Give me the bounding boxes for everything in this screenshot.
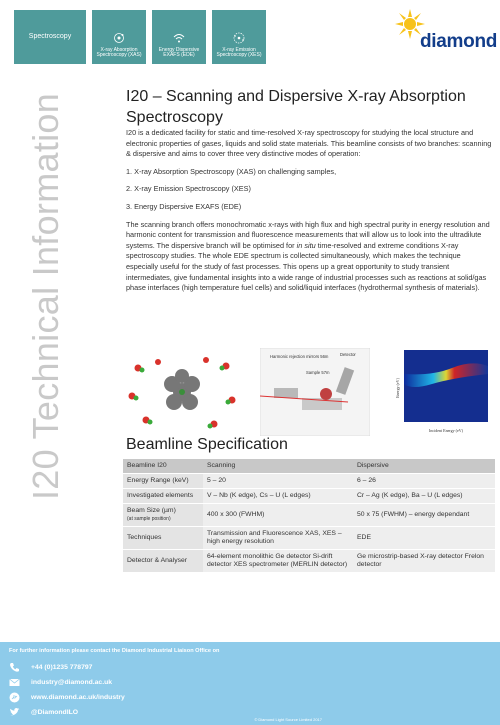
twitter-row — [9, 707, 78, 718]
row-label: Techniques — [123, 527, 203, 550]
scanning-cell: V – Nb (K edge), Cs – U (L edges) — [203, 489, 353, 504]
dispersive-cell: 50 x 75 (FWHM) – energy dependant — [353, 504, 495, 527]
intro-paragraph: I20 is a dedicated facility for static and time-resolved X-ray spectroscopy for studying the local structure and electronic properties of gases, liquids and solid state materials. This beamline consists of two branches: scanning & dispersive and aims to cover three very distinctive modes of operation: — [126, 128, 492, 159]
atom-icon — [113, 32, 125, 44]
table-row — [123, 489, 495, 504]
table-row — [123, 550, 495, 573]
phone-row — [9, 662, 92, 673]
email-row — [9, 677, 112, 688]
twitter-icon — [9, 707, 20, 718]
tile-ede[interactable] — [152, 10, 206, 64]
rixs-map-plot — [392, 348, 492, 436]
wifi-icon — [173, 32, 185, 44]
website-link[interactable]: www.diamond.ac.uk/industry — [31, 694, 125, 701]
tile-label: X-ray Absorption Spectroscopy (XAS) — [96, 46, 142, 59]
scanning-cell: 5 – 20 — [203, 474, 353, 489]
spec-table — [123, 459, 495, 573]
header-cell: Scanning — [203, 459, 353, 474]
mode-item: 1. X-ray Absorption Spectroscopy (XAS) on challenging samples, — [126, 166, 337, 176]
brand-name: diamond — [420, 31, 498, 52]
scanning-cell: 64-element monolithic Ge detector Si-drift detector XES spectrometer (MERLIN detector) — [203, 550, 353, 573]
twitter-handle[interactable]: @DiamondILO — [31, 709, 79, 716]
scanning-cell: 400 x 300 (FWHM) — [203, 504, 353, 527]
tile-spectroscopy[interactable] — [14, 10, 86, 64]
description-text: The scanning branch offers monochromatic x-rays with high flux and high spectral purity in energy resolution and harmonic content for transmission and fluorescence measurements that will allow us to look into the ultradilute systems. The dispersive branch will be optimised for — [126, 219, 490, 250]
tile-label: Spectroscopy — [28, 32, 72, 40]
plot-xlabel: Incident Energy (eV) — [429, 428, 463, 433]
scanning-cell: Transmission and Fluorescence XAS, XES – high energy resolution — [203, 527, 353, 550]
dispersive-cell: Cr – Ag (K edge), Ba – U (L edges) — [353, 489, 495, 504]
link-icon — [9, 692, 20, 703]
mode-item: 3. Energy Dispersive EXAFS (EDE) — [126, 201, 242, 211]
molecule-image — [118, 348, 246, 436]
tile-xes[interactable] — [212, 10, 266, 64]
row-note: (at sample position) — [127, 516, 171, 522]
dispersive-cell: 6 – 26 — [353, 474, 495, 489]
contact-intro: For further information please contact the Diamond Industrial Liaison Office on — [9, 648, 220, 654]
row-label: Beam Size (µm) — [127, 507, 176, 514]
header-cell: Beamline I20 — [123, 459, 203, 474]
description-italic: in situ — [296, 240, 316, 250]
row-label: Detector & Analyser — [123, 550, 203, 573]
table-row — [123, 527, 495, 550]
spec-title: Beamline Specification — [126, 436, 288, 453]
beamline-setup-diagram — [260, 348, 370, 436]
email-icon — [9, 677, 20, 688]
dispersive-cell: Ge microstrip-based X-ray detector Frelon detector — [353, 550, 495, 573]
tile-label: Energy Dispersive EXAFS (EDE) — [158, 46, 200, 59]
header-cell: Dispersive — [353, 459, 495, 474]
row-label-cell — [123, 504, 203, 527]
phone-number: +44 (0)1235 778797 — [31, 664, 93, 671]
plot-ylabel: Energy (eV) — [395, 378, 400, 398]
technique-tiles — [14, 10, 266, 64]
page-title: I20 – Scanning and Dispersive X-ray Absorption Spectroscopy — [126, 88, 466, 126]
description-text: time-resolved and extreme conditions X-ray spectroscopy studies. The whole EDE spectrum is collected simultaneously, which makes the technique especially useful for the study of fast processes. This opens up a great opportunity to study transient intermediates, give fundamental insights into a wide range of industrial processes such as reactions at solid/gas phase interfaces (high temperature fuel cells) and solid/liquid interfaces (hydrothermal synthesis of materials). — [126, 240, 487, 293]
dispersive-cell: EDE — [353, 527, 495, 550]
detector-label: Detector — [340, 352, 356, 357]
figures-row — [118, 348, 498, 438]
tile-label: X-ray Emission Spectroscopy (XES) — [216, 46, 262, 59]
contact-footer — [0, 642, 500, 725]
email-link[interactable]: industry@diamond.ac.uk — [31, 679, 113, 686]
phone-icon — [9, 662, 20, 673]
copyright: © Diamond Light Source Limited 2017 — [254, 717, 322, 722]
table-row — [123, 504, 495, 527]
body-text — [126, 128, 494, 301]
tile-xas[interactable] — [92, 10, 146, 64]
row-label: Energy Range (keV) — [123, 474, 203, 489]
web-row — [9, 692, 125, 703]
harmonic-label: Harmonic rejection mirrors 56m — [270, 354, 329, 359]
orbit-icon — [233, 32, 245, 44]
description-paragraph — [126, 220, 494, 294]
sample-label: Sample 57m — [306, 370, 330, 375]
table-header-row — [123, 459, 495, 474]
sidebar-title: I20 Technical Information — [25, 92, 66, 500]
row-label: Investigated elements — [123, 489, 203, 504]
mode-item: 2. X-ray Emission Spectroscopy (XES) — [126, 184, 251, 194]
table-row — [123, 474, 495, 489]
